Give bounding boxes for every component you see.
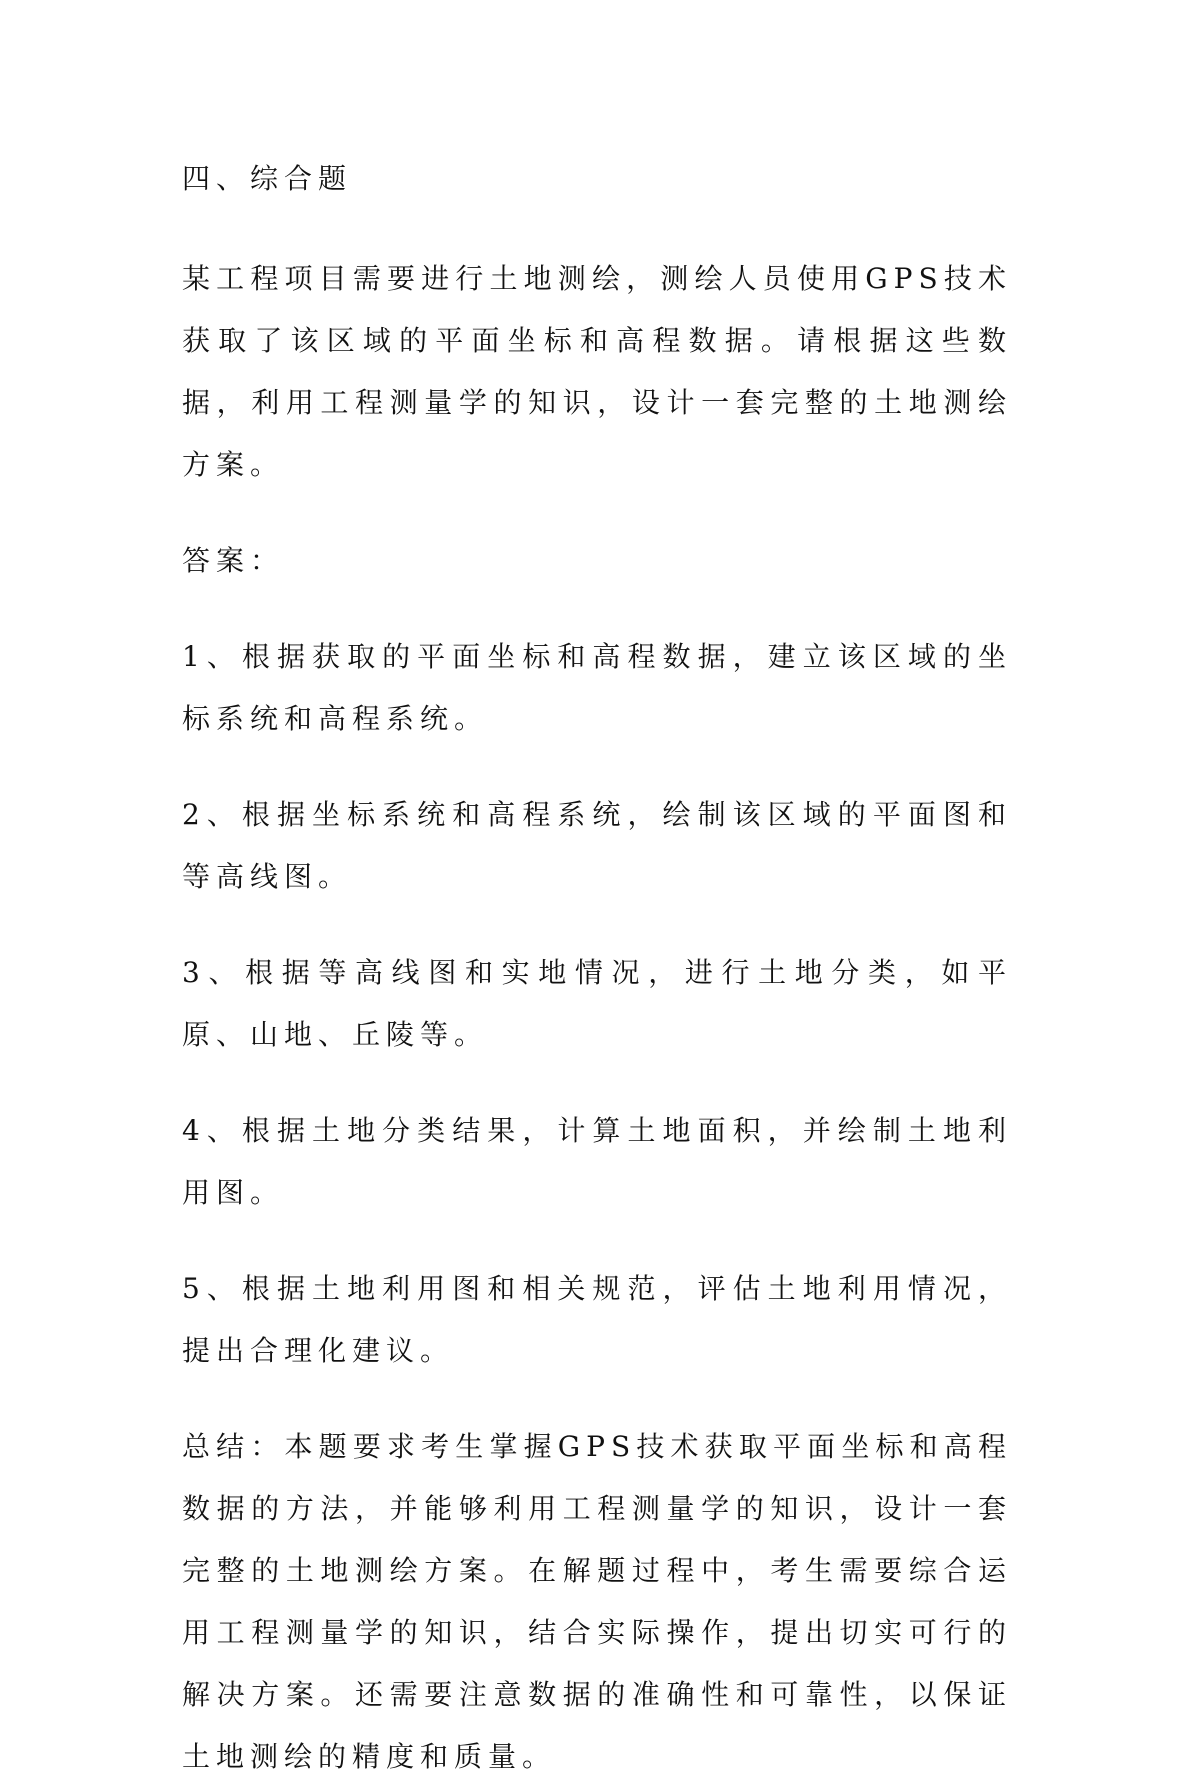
document-body <box>182 148 1012 1788</box>
summary-paragraph: 总结：本题要求考生掌握GPS技术获取平面坐标和高程数据的方法，并能够利用工程测量学的知识，设计一套完整的土地测绘方案。在解题过程中，考生需要综合运用工程测量学的知识，结合实际操作，提出切实可行的解决方案。还需要注意数据的准确性和可靠性，以保证土地测绘的精度和质量。 <box>182 1430 1012 1773</box>
answer-item-1: 1、根据获取的平面坐标和高程数据，建立该区域的坐标系统和高程系统。 <box>182 640 1012 735</box>
section-heading: 四、综合题 <box>182 162 353 195</box>
answer-item-5: 5、根据土地利用图和相关规范，评估土地利用情况，提出合理化建议。 <box>182 1272 1012 1367</box>
answer-item-2: 2、根据坐标系统和高程系统，绘制该区域的平面图和等高线图。 <box>182 798 1012 893</box>
answer-label: 答案： <box>182 544 285 577</box>
question-paragraph: 某工程项目需要进行土地测绘，测绘人员使用GPS技术获取了该区域的平面坐标和高程数据。请根据这些数据，利用工程测量学的知识，设计一套完整的土地测绘方案。 <box>182 262 1012 481</box>
answer-item-4: 4、根据土地分类结果，计算土地面积，并绘制土地利用图。 <box>182 1114 1012 1209</box>
answer-item-3: 3、根据等高线图和实地情况，进行土地分类，如平原、山地、丘陵等。 <box>182 956 1012 1051</box>
